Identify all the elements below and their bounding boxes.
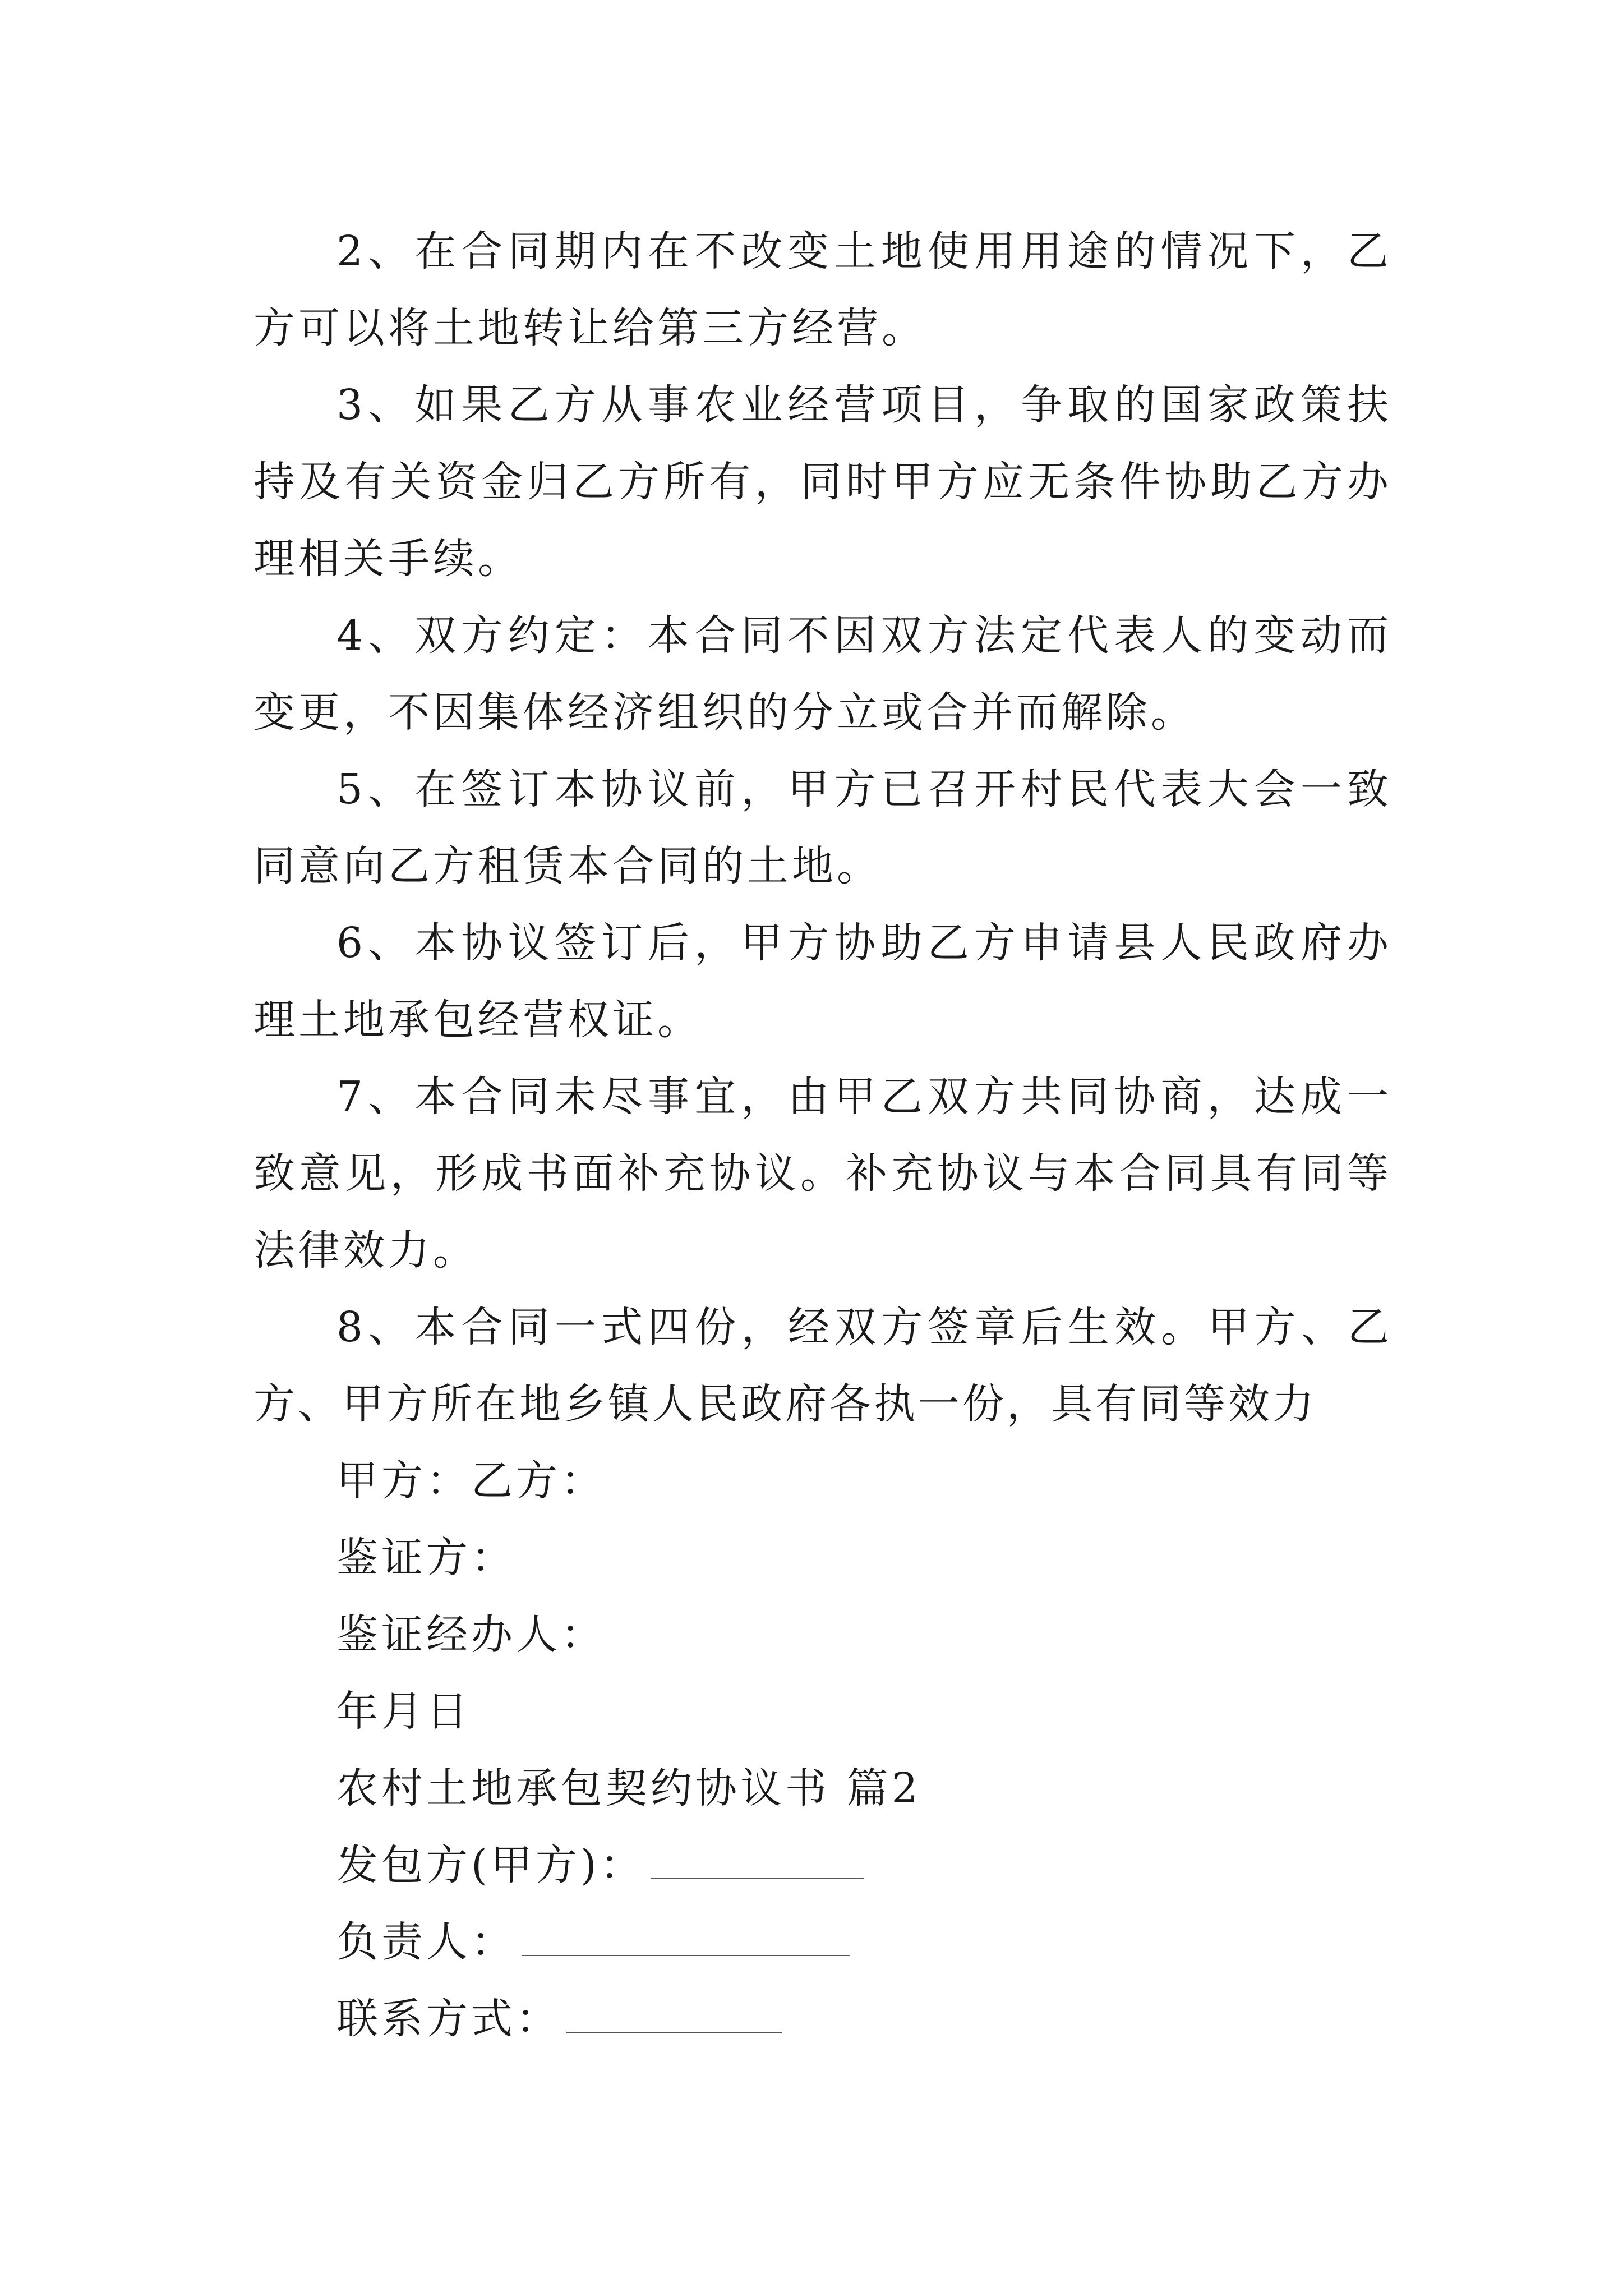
document-body — [253, 213, 1392, 2058]
responsible-blank — [522, 1932, 850, 1956]
section-title: 农村土地承包契约协议书 篇2 — [336, 1764, 921, 1812]
clause-8: 8、本合同一式四份，经双方签章后生效。甲方、乙方、甲方所在地乡镇人民政府各执一份，具有同等效力 — [253, 1303, 1392, 1428]
contact-field — [253, 1981, 1392, 2058]
clause-5: 5、在签订本协议前，甲方已召开村民代表大会一致同意向乙方租赁本合同的土地。 — [253, 765, 1392, 890]
contractor-blank — [651, 1856, 864, 1879]
responsible-label: 负责人： — [336, 1918, 516, 1966]
contact-blank — [566, 2009, 782, 2033]
date-line: 年月日 — [336, 1687, 471, 1736]
witness-handler-line: 鉴证经办人： — [336, 1611, 606, 1659]
clause-6: 6、本协议签订后，甲方协助乙方申请县人民政府办理土地承包经营权证。 — [253, 919, 1392, 1044]
clause-4: 4、双方约定：本合同不因双方法定代表人的变动而变更，不因集体经济组织的分立或合并而解除。 — [253, 611, 1392, 737]
party-signatures-line: 甲方：乙方： — [336, 1457, 606, 1505]
contact-label: 联系方式： — [336, 1995, 561, 2043]
clause-7: 7、本合同未尽事宜，由甲乙双方共同协商，达成一致意见，形成书面补充协议。补充协议与本合同具有同等法律效力。 — [253, 1073, 1392, 1274]
contractor-field — [253, 1827, 1392, 1904]
contractor-label: 发包方(甲方)： — [336, 1841, 645, 1889]
clause-2: 2、在合同期内在不改变土地使用用途的情况下，乙方可以将土地转让给第三方经营。 — [253, 227, 1392, 352]
responsible-field — [253, 1904, 1392, 1981]
clause-3: 3、如果乙方从事农业经营项目，争取的国家政策扶持及有关资金归乙方所有，同时甲方应无条件协助乙方办理相关手续。 — [253, 381, 1392, 583]
witness-party-line: 鉴证方： — [336, 1534, 516, 1582]
